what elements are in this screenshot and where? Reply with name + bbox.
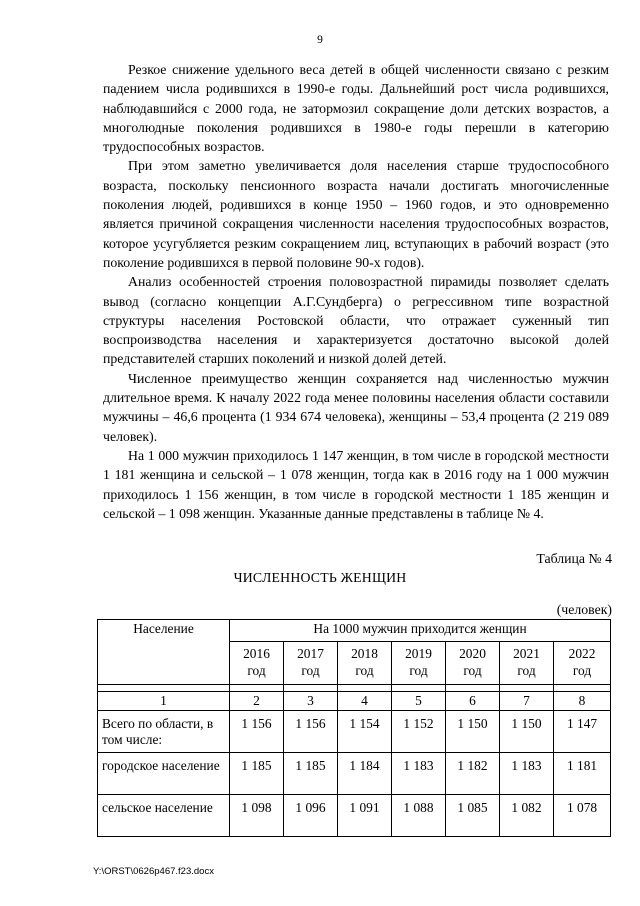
table-cell: 1 078 [554,795,611,837]
table-cell: 1 098 [230,795,284,837]
table-row [98,711,611,753]
year-suffix: год [301,663,320,678]
table-cell: 1 185 [230,753,284,795]
table-caption: Таблица № 4 [536,551,612,566]
year-header [446,642,500,685]
table-cell: 1 082 [500,795,554,837]
year-suffix: год [517,663,536,678]
year-suffix: год [355,663,374,678]
table-cell: 1 185 [284,753,338,795]
column-number: 5 [392,692,446,711]
table-cell: 1 156 [284,711,338,753]
paragraph: Анализ особенностей строения половозрастной пирамиды позволяет сделать вывод (согласно концепции А.Г.Сундберга) о регрессивном типе возрастной структуры населения Ростовской области, что отражает суженный тип воспроизводства населения и характеризуется достаточно высокой долей представителей старших поколений и низкой долей детей. [103,274,609,367]
column-number: 6 [446,692,500,711]
year-value: 2018 [351,646,378,661]
year-value: 2020 [459,646,486,661]
header-group: На 1000 мужчин приходится женщин [230,620,611,642]
year-value: 2021 [513,646,540,661]
year-suffix: год [463,663,482,678]
table-cell: 1 156 [230,711,284,753]
body-text [103,60,609,523]
table-cell: 1 183 [500,753,554,795]
column-number: 1 [98,692,230,711]
paragraph: При этом заметно увеличивается доля населения старше трудоспособного возраста, поскольку пенсионного возраста начали достигать многочисленные поколения людей, родившихся в конце 1950 – 1960 годов, и это одновременно является причиной сокращения численности населения трудоспособных возрастов, которое усугубляется резким сокращением лиц, вступающих в рабочий возраст (это поколение родившихся в первой половине 90-х годов). [103,158,609,270]
year-suffix: год [247,663,266,678]
year-suffix: год [572,663,592,678]
year-header [500,642,554,685]
table-cell: 1 150 [500,711,554,753]
women-count-table [97,619,611,837]
row-label: сельское население [98,795,230,837]
table-cell: 1 183 [392,753,446,795]
year-header [554,642,611,685]
table-row [98,795,611,837]
row-label: городское население [98,753,230,795]
row-label: Всего по области, в том числе: [98,711,230,753]
year-value: 2019 [405,646,432,661]
column-number: 8 [554,692,611,711]
year-value: 2017 [297,646,324,661]
table-row [98,753,611,795]
year-value: 2016 [243,646,270,661]
paragraph: Резкое снижение удельного веса детей в общей численности связано с резким падением числа родившихся в 1990-е годы. Дальнейший рост числа родившихся, наблюдавшийся с 2000 года, не затормозил сокращение доли детских возрастов, а многолюдные поколения родившихся в 1980-е годы перешли в категорию трудоспособных возрастов. [103,62,609,155]
page-number: 9 [317,34,323,46]
table-unit: (человек) [556,602,612,617]
column-number: 3 [284,692,338,711]
year-value: 2022 [568,646,596,661]
table-cell: 1 152 [392,711,446,753]
table-cell: 1 088 [392,795,446,837]
column-number: 7 [500,692,554,711]
column-number: 4 [338,692,392,711]
year-header [284,642,338,685]
table-cell: 1 184 [338,753,392,795]
year-header [392,642,446,685]
year-suffix: год [409,663,428,678]
table-cell: 1 096 [284,795,338,837]
year-header [338,642,392,685]
file-path-footer: Y:\ORST\0626p467.f23.docx [93,866,214,877]
table-cell: 1 150 [446,711,500,753]
column-number: 2 [230,692,284,711]
table-cell: 1 154 [338,711,392,753]
table-cell: 1 181 [554,753,611,795]
table-cell: 1 085 [446,795,500,837]
year-header [230,642,284,685]
paragraph: На 1 000 мужчин приходилось 1 147 женщин, в том числе в городской местности 1 181 женщина и сельской – 1 078 женщин, тогда как в 2016 году на 1 000 мужчин приходилось 1 156 женщин, в том числе в городской местности 1 185 женщин и сельской – 1 098 женщин. Указанные данные представлены в таблице № 4. [103,447,609,521]
header-population: Население [98,620,230,685]
table-title: ЧИСЛЕННОСТЬ ЖЕНЩИН [233,570,407,585]
table-cell: 1 182 [446,753,500,795]
table-cell: 1 147 [554,711,611,753]
paragraph: Численное преимущество женщин сохраняется над численностью мужчин длительное время. К началу 2022 года менее половины населения области составили мужчины – 46,6 процента (1 934 674 человека), женщины – 53,4 процента (2 219 089 человек). [103,370,609,444]
table-cell: 1 091 [338,795,392,837]
